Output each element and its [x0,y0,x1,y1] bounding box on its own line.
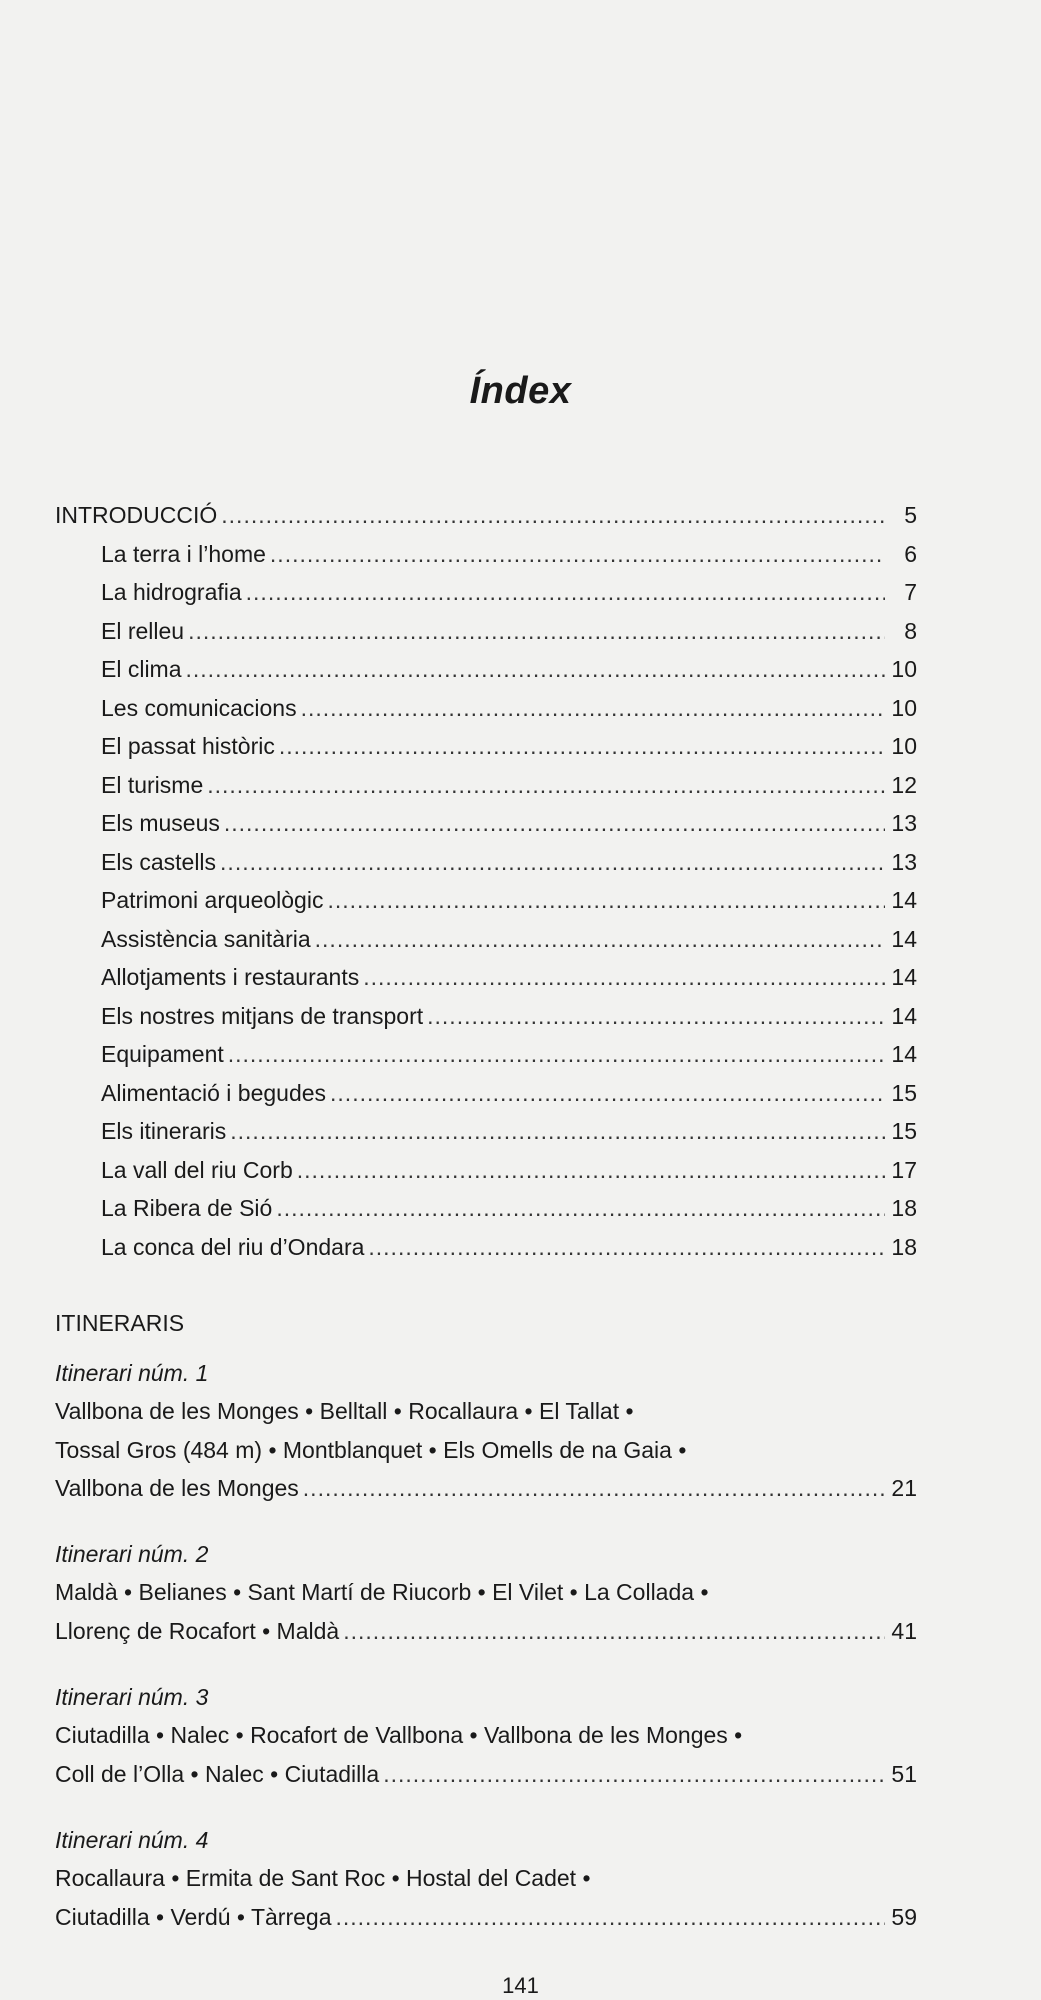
itinerari-route-line: Ciutadilla • Nalec • Rocafort de Vallbona • Vallbona de les Monges • [55,1722,743,1748]
toc-label: Els itineraris [101,1118,227,1144]
itinerari-route-line: Vallbona de les Monges • Belltall • Rocallaura • El Tallat • [55,1398,634,1424]
toc-page: 12 [891,771,917,798]
dot-leader [383,1755,885,1794]
toc-entry [55,843,917,882]
toc-page: 14 [891,925,917,952]
toc-label: Coll de l’Olla • Nalec • Ciutadilla [55,1760,380,1787]
toc-label: El turisme [101,771,204,798]
dot-leader [276,1189,885,1228]
itinerari-last-line [55,1469,917,1508]
toc-page: 51 [891,1760,917,1787]
page-title: Índex [469,370,572,412]
toc-page: 15 [891,1118,917,1144]
toc-page: 5 [904,502,917,528]
toc-entry [55,727,917,766]
toc-label: El clima [101,656,182,682]
itinerari-route-line: Tossal Gros (484 m) • Montblanquet • Els Omells de na Gaia • [55,1436,687,1463]
dot-leader [301,689,885,728]
toc-page: 17 [891,1156,917,1183]
itinerari-title: Itinerari núm. 3 [55,1684,209,1710]
toc-label: El relleu [101,617,185,644]
toc-page: 41 [891,1617,917,1644]
toc-label: Les comunicacions [101,694,297,721]
dot-leader [330,1074,885,1113]
toc-entry [55,766,917,805]
toc-heading-introduccio [55,496,917,535]
toc-label: La hidrografia [101,579,242,605]
dot-leader [343,1612,885,1651]
dot-leader [220,843,885,882]
dot-leader [224,804,885,843]
dot-leader [327,881,885,920]
toc-entry [55,1112,917,1151]
toc-page: 13 [891,848,917,875]
toc-page: 14 [891,887,917,913]
toc-entry [55,1228,917,1267]
dot-leader [279,727,885,766]
toc-entry-list [55,535,917,1267]
toc-label: Equipament [101,1041,224,1067]
dot-leader [368,1228,885,1267]
toc-label: Els castells [101,848,217,875]
dot-leader [207,766,885,805]
dot-leader [336,1898,886,1937]
toc-entry [55,997,917,1036]
toc-entry [55,1035,917,1074]
itinerari-3 [55,1678,917,1793]
toc-page: 10 [891,694,917,721]
toc-entry [55,881,917,920]
toc-label: Llorenç de Rocafort • Maldà [55,1617,340,1644]
itineraris-heading: ITINERARIS [55,1310,185,1336]
toc-page: 6 [904,540,917,567]
itinerari-title: Itinerari núm. 4 [55,1827,209,1853]
toc-entry [55,920,917,959]
toc-entry [55,804,917,843]
itinerari-last-line [55,1898,917,1937]
toc-label: Patrimoni arqueològic [101,887,324,913]
toc-page: 15 [891,1079,917,1106]
dot-leader [228,1035,885,1074]
dot-leader [246,573,885,612]
toc-label: La Ribera de Sió [101,1195,273,1221]
dot-leader [315,920,885,959]
itinerari-title: Itinerari núm. 1 [55,1360,209,1386]
dot-leader [363,958,885,997]
dot-leader [303,1469,885,1508]
toc-page: 8 [904,617,917,644]
toc-page: 14 [891,964,917,990]
toc-entry [55,535,917,574]
toc-entry [55,958,917,997]
toc-label: El passat històric [101,733,275,759]
dot-leader [221,496,885,535]
itinerari-last-line [55,1755,917,1794]
toc-label: Els nostres mitjans de transport [101,1002,424,1029]
toc-page: 14 [891,1041,917,1067]
toc-label: La vall del riu Corb [101,1156,293,1183]
toc-entry [55,1189,917,1228]
toc-page: 21 [891,1475,917,1501]
toc-page: 14 [891,1002,917,1029]
page-number: 141 [502,1973,539,1998]
toc-label: Alimentació i begudes [101,1079,327,1106]
toc-label: La conca del riu d’Ondara [101,1233,365,1260]
toc-page: 13 [891,810,917,836]
itinerari-4 [55,1821,917,1936]
toc-label: INTRODUCCIÓ [55,502,218,528]
toc-page: 18 [891,1195,917,1221]
itinerari-2 [55,1535,917,1650]
toc-page: 10 [891,733,917,759]
toc-label: Ciutadilla • Verdú • Tàrrega [55,1903,332,1930]
toc-entry [55,612,917,651]
dot-leader [186,650,885,689]
toc-label: La terra i l’home [101,540,266,567]
itinerari-route-line: Rocallaura • Ermita de Sant Roc • Hostal del Cadet • [55,1865,591,1891]
toc-page: 10 [891,656,917,682]
dot-leader [230,1112,885,1151]
toc-entry [55,573,917,612]
toc-page: 18 [891,1233,917,1260]
toc-label: Els museus [101,810,220,836]
itinerari-title: Itinerari núm. 2 [55,1541,209,1567]
toc-entry [55,689,917,728]
toc-page: 7 [904,579,917,605]
toc-entry [55,650,917,689]
dot-leader [297,1151,885,1190]
toc-entry [55,1074,917,1113]
toc-entry [55,1151,917,1190]
toc-label: Allotjaments i restaurants [101,964,360,990]
itinerari-route-line: Maldà • Belianes • Sant Martí de Riucorb • El Vilet • La Collada • [55,1579,709,1605]
dot-leader [427,997,885,1036]
toc-page: 59 [891,1903,917,1930]
toc-label: Vallbona de les Monges [55,1475,299,1501]
itinerari-last-line [55,1612,917,1651]
introduccio-section [55,496,917,1266]
dot-leader [188,612,885,651]
dot-leader [270,535,885,574]
itinerari-1 [55,1354,917,1508]
toc-label: Assistència sanitària [101,925,311,952]
